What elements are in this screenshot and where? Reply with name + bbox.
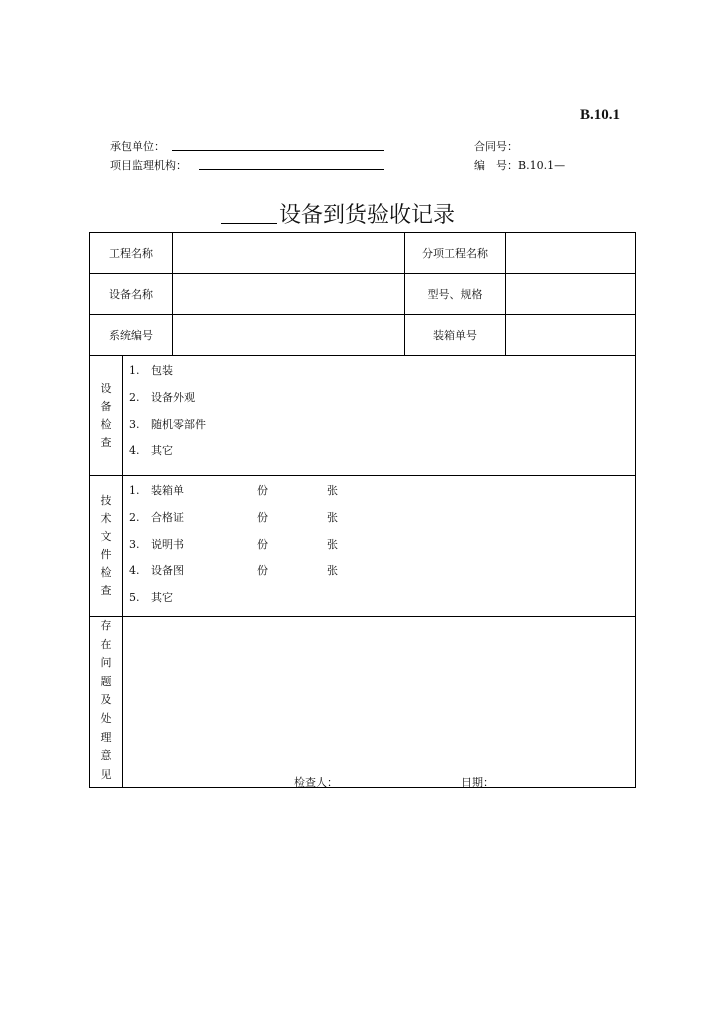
equipment-name-value — [173, 274, 405, 315]
row-project — [90, 233, 636, 274]
list-item: 3. 随机零部件 — [129, 417, 206, 431]
issues-label: 存 在 问 题 及 处 理 意 见 — [90, 617, 123, 788]
equipment-name-label: 设备名称 — [90, 274, 173, 315]
row-tech-docs-check — [90, 476, 636, 617]
row-system — [90, 315, 636, 356]
inspection-form-table — [89, 232, 636, 788]
sub-project-name-label: 分项工程名称 — [405, 233, 506, 274]
list-item: 1. 包装 — [129, 364, 173, 377]
page-title — [221, 198, 455, 229]
title-text: 设备到货验收记录 — [279, 203, 456, 228]
inspector-label: 检查人： — [294, 776, 338, 789]
packing-list-no-value — [506, 315, 636, 356]
supervisor-underline — [199, 169, 384, 170]
packing-list-no-label: 装箱单号 — [405, 315, 506, 356]
contract-no-label: 合同号： — [474, 140, 518, 153]
list-item: 4. 设备图 份 张 — [129, 564, 338, 578]
list-item: 2. 合格证 份 张 — [129, 510, 338, 524]
project-name-value — [173, 233, 405, 274]
serial-value: B.10.1— — [518, 159, 566, 172]
contractor-label: 承包单位： — [110, 140, 165, 153]
list-item: 1. 装箱单 份 张 — [129, 484, 338, 497]
contractor-underline — [172, 150, 384, 151]
title-blank — [221, 203, 277, 224]
row-equipment — [90, 274, 636, 315]
supervisor-label: 项目监理机构： — [110, 159, 187, 172]
list-item: 4. 其它 — [129, 444, 173, 458]
project-name-label: 工程名称 — [90, 233, 173, 274]
form-code: B.10.1 — [579, 107, 620, 123]
list-item: 5. 其它 — [129, 591, 173, 605]
tech-docs-check-items — [123, 476, 636, 617]
serial-label: 编 号： — [474, 159, 518, 172]
sub-project-name-value — [506, 233, 636, 274]
system-no-value — [173, 315, 405, 356]
equipment-check-label: 设 备 检 查 — [90, 356, 123, 476]
list-item: 2. 设备外观 — [129, 390, 195, 404]
system-no-label: 系统编号 — [90, 315, 173, 356]
list-item: 3. 说明书 份 张 — [129, 537, 338, 551]
date-label: 日期： — [461, 776, 494, 789]
issues-content — [123, 617, 636, 788]
model-spec-value — [506, 274, 636, 315]
equipment-check-items — [123, 356, 636, 476]
row-issues — [90, 617, 636, 788]
serial-no — [474, 157, 565, 173]
row-equipment-check — [90, 356, 636, 476]
tech-docs-check-label: 技 术 文 件 检 查 — [90, 476, 123, 617]
model-spec-label: 型号、规格 — [405, 274, 506, 315]
